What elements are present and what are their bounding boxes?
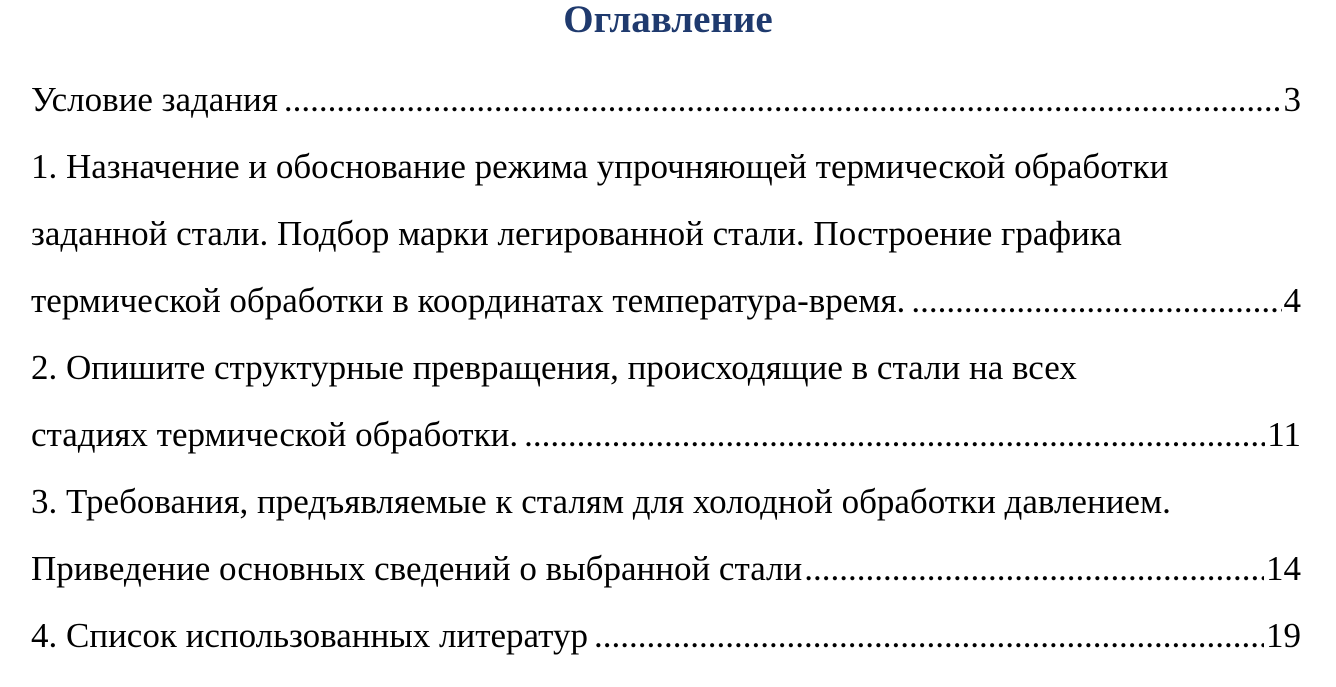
- dot-leader: [594, 602, 1264, 669]
- toc-entry-text: стадиях термической обработки.: [31, 415, 519, 454]
- toc-entry-text: термической обработки в координатах температура-время.: [31, 281, 906, 320]
- dot-leader: [284, 66, 1282, 133]
- toc-entry-text: 2. Опишите структурные превращения, происходящие в стали на всех: [31, 348, 1077, 387]
- toc-page-number: 14: [1266, 549, 1301, 588]
- toc-entry-section-2[interactable]: [31, 334, 1301, 468]
- toc-entry-text: Приведение основных сведений о выбранной стали: [31, 549, 803, 588]
- toc-entry-last-line: [31, 602, 1301, 669]
- dot-leader: [911, 267, 1281, 334]
- toc-entry-text: 3. Требования, предъявляемые к сталям для холодной обработки давлением.: [31, 482, 1171, 521]
- toc-page-number: 4: [1283, 281, 1301, 320]
- toc-page-number: 19: [1266, 616, 1301, 655]
- toc-entry-last-line: [31, 535, 1301, 602]
- toc-entry-text: Условие задания: [31, 80, 278, 119]
- table-of-contents: [31, 66, 1301, 669]
- toc-entry-task-conditions[interactable]: [31, 66, 1301, 133]
- toc-entry-last-line: [31, 66, 1301, 133]
- toc-entry-text: заданной стали. Подбор марки легированной стали. Построение графика: [31, 214, 1122, 253]
- toc-page-number: 11: [1267, 415, 1301, 454]
- dot-leader: [804, 535, 1264, 602]
- toc-page-number: 3: [1283, 80, 1301, 119]
- toc-entry-section-3[interactable]: [31, 468, 1301, 602]
- toc-entry-last-line: [31, 267, 1301, 334]
- dot-leader: [524, 401, 1265, 468]
- toc-title: Оглавление: [563, 0, 773, 41]
- toc-entry-last-line: [31, 401, 1301, 468]
- toc-entry-section-1[interactable]: [31, 133, 1301, 334]
- toc-entry-text: 4. Список использованных литератур: [31, 616, 588, 655]
- toc-entry-section-4[interactable]: [31, 602, 1301, 669]
- toc-entry-text: 1. Назначение и обоснование режима упрочняющей термической обработки: [31, 147, 1169, 186]
